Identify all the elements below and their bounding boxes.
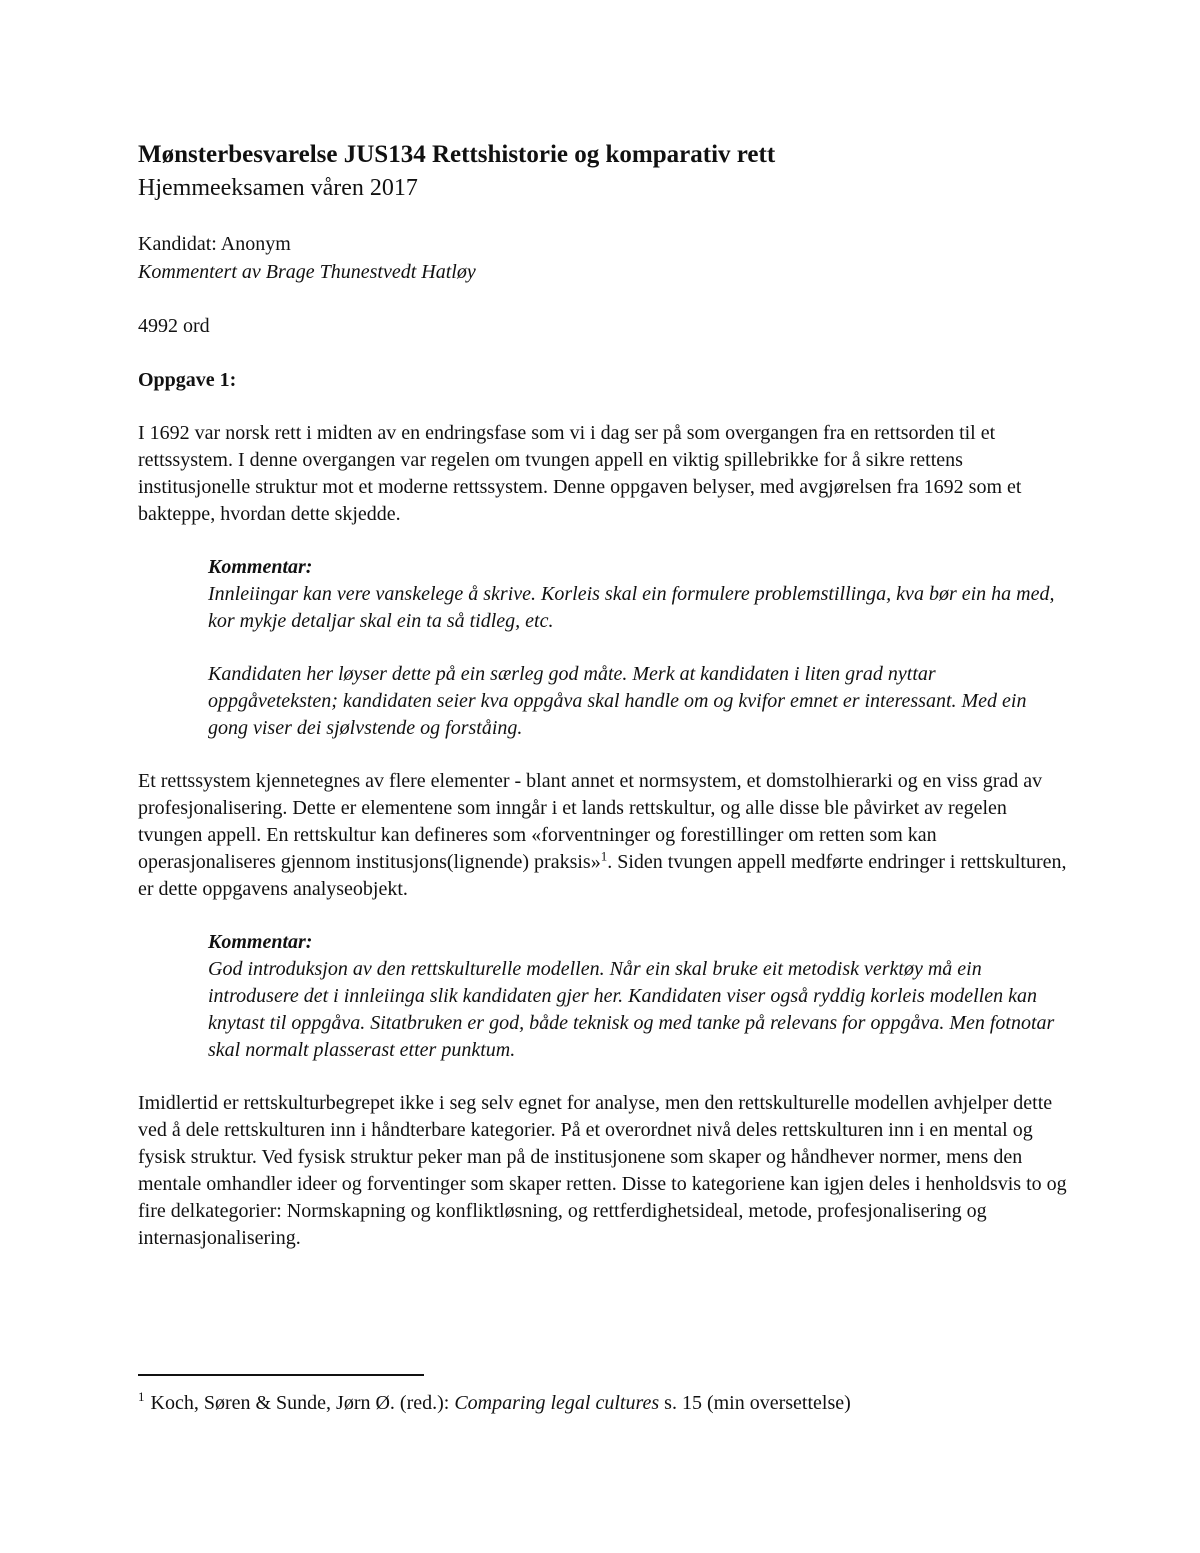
section-heading: Oppgave 1: <box>138 369 237 391</box>
document-body <box>138 138 1068 1252</box>
footnote-rest: s. 15 (min oversettelse) <box>659 1392 851 1414</box>
commented-by-line: Kommentert av Brage Thunestvedt Hatløy <box>138 261 476 283</box>
paragraph-1: I 1692 var norsk rett i midten av en endringsfase som vi i dag ser på som overgangen fra en rettsorden til et rettssystem. I denne overgangen var regelen om tvungen appell en viktig spillebrikke for å sikre rettens institusjonelle struktur mot et moderne rettssystem. Denne oppgaven belyser, med avgjørelsen fra 1692 som et bakteppe, hvordan dette skjedde. <box>138 422 1022 525</box>
candidate-line: Kandidat: Anonym <box>138 233 291 255</box>
comment-label: Kommentar: <box>208 556 313 578</box>
comment-block-2 <box>208 929 1068 1064</box>
footnote-reference[interactable]: 1 <box>600 848 608 864</box>
footnote-work-title: Comparing legal cultures <box>454 1392 660 1414</box>
comment-text: Innleiingar kan vere vanskelege å skrive. Korleis skal ein formulere problemstillinga, kva bør ein ha med, kor mykje detaljar skal ein ta så tidleg, etc. <box>208 583 1055 632</box>
word-count: 4992 ord <box>138 315 210 337</box>
paragraph-2-text-end: . Siden tvungen appell medførte endringer i rettskulturen, er dette oppgavens analyseobjekt. <box>138 851 1067 900</box>
footnote-number: 1 <box>138 1389 145 1405</box>
comment-text: Kandidaten her løyser dette på ein særleg god måte. Merk at kandidaten i liten grad nyttar oppgåveteksten; kandidaten seier kva oppgåva skal handle om og kvifor emnet er interessant. Med ein gong viser dei sjølvstende og forståing. <box>208 663 1027 739</box>
footnote-authors: Koch, Søren & Sunde, Jørn Ø. (red.): <box>150 1392 455 1414</box>
comment-text: God introduksjon av den rettskulturelle modellen. Når ein skal bruke eit metodisk verktøy må ein introdusere det i innleiinga slik kandidaten gjer her. Kandidaten viser også ryddig korleis modellen kan knytast til oppgåva. Sitatbruken er god, både teknisk og med tanke på relevans for oppgåva. Men fotnotar skal normalt plasserast etter punktum. <box>208 958 1055 1061</box>
comment-label: Kommentar: <box>208 931 313 953</box>
document-subtitle: Hjemmeeksamen våren 2017 <box>138 175 418 201</box>
document-title: Mønsterbesvarelse JUS134 Rettshistorie og komparativ rett <box>138 141 776 168</box>
footnote <box>138 1390 1068 1416</box>
paragraph-3: Imidlertid er rettskulturbegrepet ikke i seg selv egnet for analyse, men den rettskulturelle modellen avhjelper dette ved å dele rettskulturen inn i håndterbare kategorier. På et overordnet nivå deles rettskulturen inn i en mental og fysisk struktur. Ved fysisk struktur peker man på de institusjonene som skaper og håndhever normer, mens den mentale omhandler ideer og forventinger som skaper retten. Disse to kategoriene kan igjen deles i henholdsvis to og fire delkategorier: Normskapning og konfliktløsning, og rettferdighetsideal, metode, profesjonalisering og internasjonalisering. <box>138 1092 1067 1249</box>
paragraph-2 <box>138 768 1068 903</box>
footnote-divider <box>138 1374 424 1376</box>
paragraph-2-text: Et rettssystem kjennetegnes av flere elementer - blant annet et normsystem, et domstolhierarki og en viss grad av profesjonalisering. Dette er elementene som inngår i et lands rettskultur, og alle disse ble påvirket av regelen tvungen appell. En rettskultur kan defineres som «forventninger og forestillinger om retten som kan operasjonaliseres gjennom institusjons(lignende) praksis» <box>138 770 1043 873</box>
comment-block-1 <box>208 554 1068 742</box>
